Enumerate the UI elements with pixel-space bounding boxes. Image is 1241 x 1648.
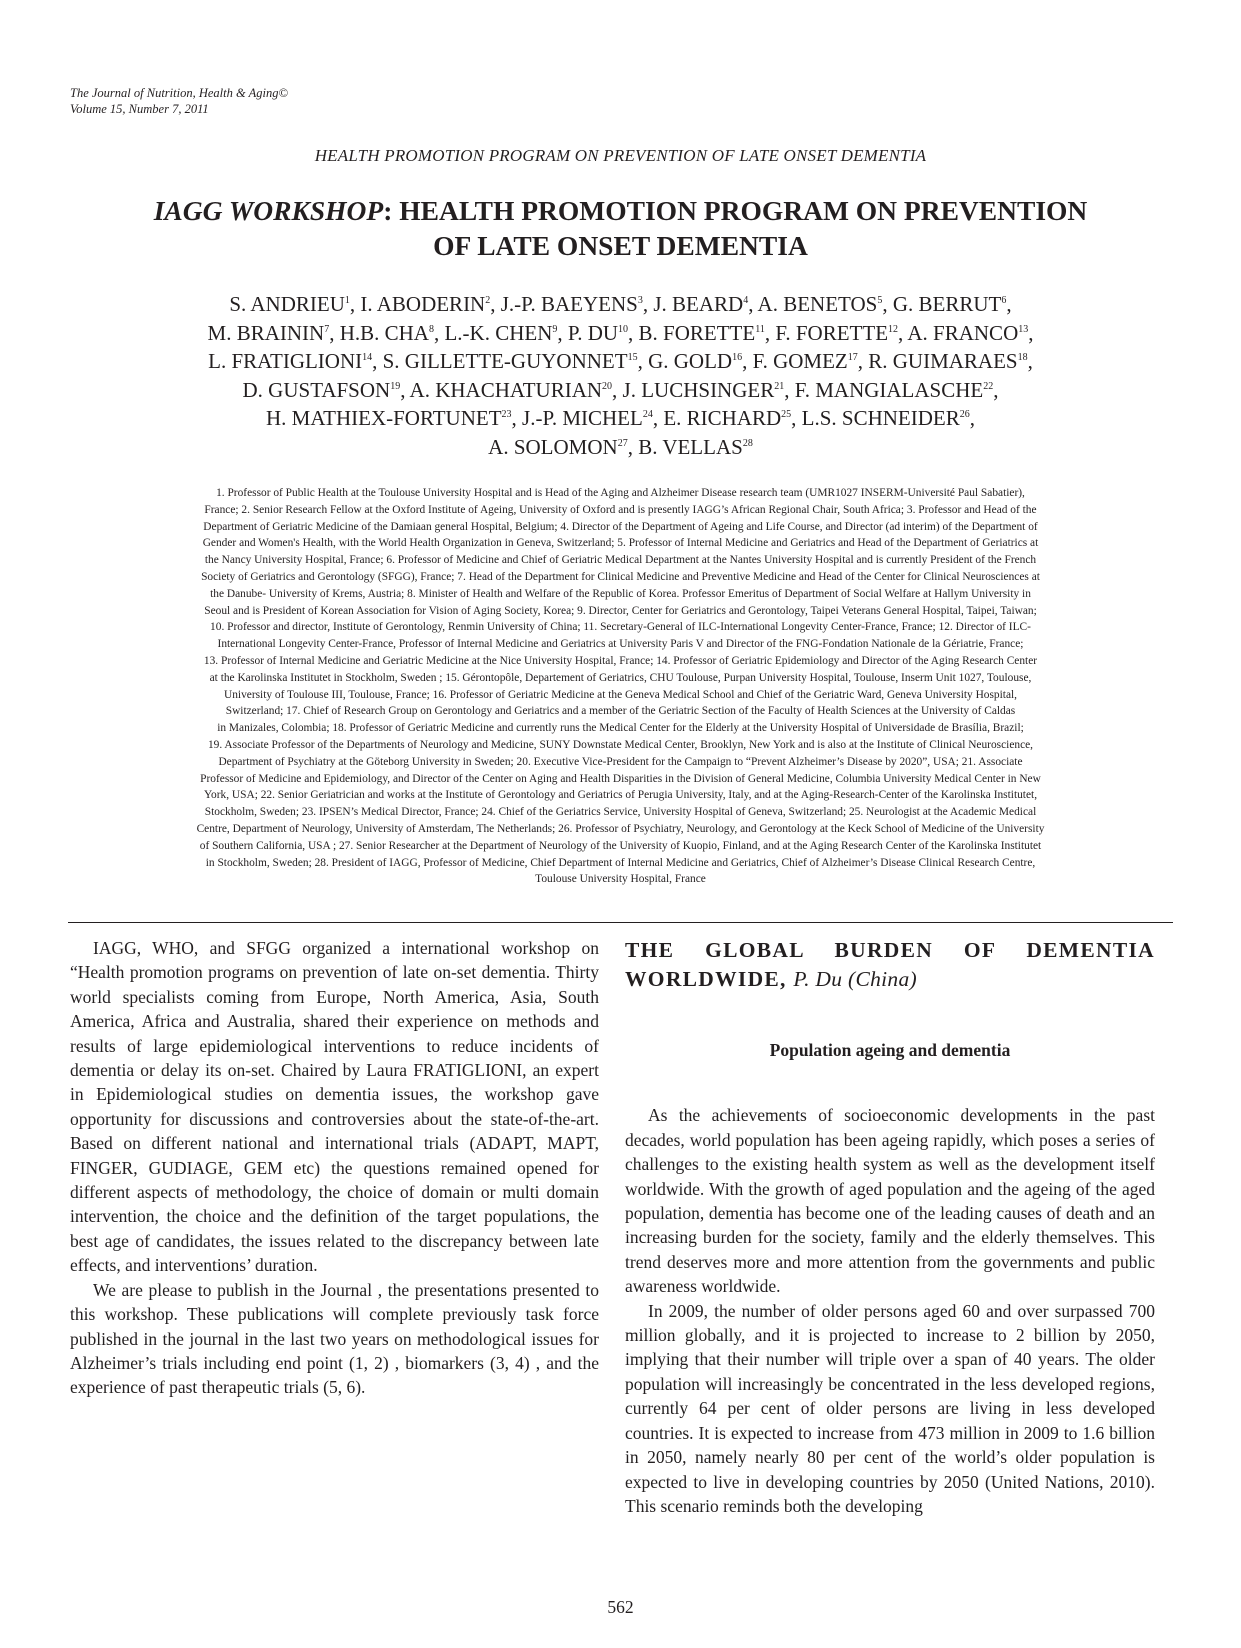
author-list [70, 290, 1171, 461]
affiliation-line: the Nancy University Hospital, France; 6. Professor of Medicine and Chief of Geriatric Medical Department at the Nantes University Hospital and is currently President of the French [204, 554, 1037, 567]
author-name: A. FRANCO [907, 320, 1019, 345]
right-column [625, 936, 1155, 1518]
author-name: H.B. CHA [339, 320, 429, 345]
affiliation-line: Centre, Department of Neurology, University of Amsterdam, The Netherlands; 26. Professor of Psychiatry, Neurology, and Gerontology at the Keck School of Medicine of the University [196, 822, 1045, 835]
affiliation-line: Gender and Women's Health, with the World Health Organization in Geneva, Switzerland; 5. Professor of Internal Medicine and Geriatrics and Head of the Department of Geriatrics at [202, 537, 1039, 550]
affiliation-line: University of Toulouse III, Toulouse, France; 16. Professor of Geriatric Medicine at the Geneva Medical School and Chief of the Geriatric Ward, Geneva University Hospital, [223, 688, 1018, 701]
affiliation-marker: 9 [552, 323, 558, 335]
affiliation-marker: 2 [485, 295, 491, 306]
body-paragraph: We are please to publish in the Journal , the presentations presented to this workshop. These publications will complete previously task force published in the journal in the last two years on methodological issues for Alzheimer’s trials including end point (1, 2) , biomarkers (3, 4) , and the experience of past therapeutic trials (5, 6). [70, 1279, 599, 1398]
affiliation-line: France; 2. Senior Research Fellow at the Oxford Institute of Ageing, University of Oxford and is presently IAGG’s African Regional Chair, South Africa; 3. Professor and Head of the [204, 503, 1037, 516]
left-column [70, 936, 599, 1400]
affiliation-marker: 7 [324, 323, 330, 335]
affiliation-line: in Stockholm, Sweden; 28. President of IAGG, Professor of Medicine, Chief Department of Internal Medicine and Geriatrics, Chief of Alzheimer’s Disease Clinical Research Centre, [205, 856, 1036, 869]
author-name: R. GUIMARAES [868, 349, 1018, 373]
affiliation-marker: 3 [637, 295, 643, 306]
affiliation-marker: 21 [774, 380, 785, 392]
affiliation-marker: 23 [501, 409, 512, 420]
author-name: B. VELLAS [638, 434, 743, 459]
affiliation-marker: 20 [602, 380, 613, 392]
affiliation-line: of Southern California, USA ; 27. Senior Researcher at the Department of Neurology of the University of Kuopio, Finland, and at the Aging Research Center of the Karolinska Institutet [199, 839, 1042, 852]
affiliation-marker: 12 [888, 323, 899, 335]
author-line: M. BRAININ$^7$, H.B. CHA$^8$, L.-K. CHEN$^9$, P. DU$^{10}$, B. FORETTE$^{11}$, F. FORETTE$^{12}$, A. FRANCO$^{13}$, [207, 320, 1034, 345]
author-name: L.-K. CHEN [444, 320, 553, 345]
affiliation-marker: 8 [428, 323, 434, 335]
author-name: G. GOLD [648, 349, 733, 373]
author-name: A. BENETOS [757, 292, 878, 316]
affiliation-marker: 24 [642, 409, 653, 420]
affiliation-line: in Manizales, Colombia; 18. Professor of Geriatric Medicine and currently runs the Medical Center for the Elderly at the University Hospital of Universidade de Brasília, Brazil; [217, 722, 1024, 735]
author-name: E. RICHARD [663, 406, 782, 430]
author-name: P. DU [567, 320, 619, 345]
affiliation-line: Stockholm, Sweden; 23. IPSEN’s Medical Director, France; 24. Chief of the Geriatrics Service, University Hospital of Geneva, Switzerland; 25. Neurologist at the Academic Medical [204, 806, 1037, 819]
author-name: B. FORETTE [638, 320, 756, 345]
affiliation-line: Toulouse University Hospital, France [535, 873, 706, 886]
affiliation-marker: 11 [755, 323, 765, 335]
author-name: M. BRAININ [207, 320, 325, 345]
affiliation-marker: 15 [627, 352, 638, 363]
author-name: J. LUCHSINGER [622, 377, 775, 402]
affiliation-marker: 25 [781, 409, 792, 420]
affiliation-marker: 18 [1017, 352, 1028, 363]
subsection-title: Population ageing and dementia [769, 1040, 1011, 1060]
author-name: A. SOLOMON [488, 434, 618, 459]
affiliation-line: Society of Geriatrics and Gerontology (SFGG), France; 7. Head of the Department for Clinical Medicine and Preventive Medicine and Head of the Center for Clinical Neurosciences at [201, 570, 1040, 583]
affiliation-marker: 22 [983, 380, 994, 392]
affiliation-line: Seoul and is President of Korean Association for Vision of Aging Society, Korea; 9. Director, Center for Geriatrics and Gerontology, Taipei Veterans General Hospital, Taipei, Taiwan; [204, 604, 1037, 617]
author-name: F. GOMEZ [752, 349, 848, 373]
affiliation-line: Department of Psychiatry at the Göteborg University in Sweden; 20. Executive Vice-President for the Campaign to “Prevent Alzheimer’s Disease by 2020”, USA; 21. Associate [218, 755, 1023, 768]
affiliation-marker: 1 [344, 295, 350, 306]
author-name: I. ABODERIN [360, 292, 486, 316]
title-line-2: OF LATE ONSET DEMENTIA [433, 230, 808, 261]
author-line: D. GUSTAFSON$^{19}$, A. KHACHATURIAN$^{20}$, J. LUCHSINGER$^{21}$, F. MANGIALASCHE$^{22}$, [242, 377, 999, 402]
author-line: S. ANDRIEU$^1$, I. ABODERIN$^2$, J.-P. BAEYENS$^3$, J. BEARD$^4$, A. BENETOS$^5$, G. BERRUT$^6$, [229, 292, 1012, 316]
author-name: F. FORETTE [775, 320, 889, 345]
author-name: J. BEARD [653, 292, 744, 316]
affiliation-line: International Longevity Center-France, Professor of Internal Medicine and Geriatrics at University Paris V and Director of the FNG-Fondation Nationale de la Gériatrie, France; [217, 638, 1024, 651]
section-title-text: THE GLOBAL BURDEN OF DEMENTIA WORLDWIDE, [625, 938, 1155, 991]
affiliation-line: Department of Geriatric Medicine of the Damiaan general Hospital, Belgium; 4. Director of the Department of Ageing and Life Course, and Director (ad interim) of the Department of [203, 520, 1038, 533]
author-name: F. MANGIALASCHE [794, 377, 984, 402]
author-name: J.-P. BAEYENS [500, 292, 638, 316]
affiliation-marker: 14 [362, 352, 373, 363]
author-line: H. MATHIEX-FORTUNET$^{23}$, J.-P. MICHEL$^{24}$, E. RICHARD$^{25}$, L.S. SCHNEIDER$^{26}$, [265, 406, 976, 430]
affiliation-marker: 26 [959, 409, 970, 420]
author-name: J.-P. MICHEL [522, 406, 643, 430]
affiliation-line: Professor of Medicine and Epidemiology, and Director of the Center on Aging and Health Disparities in the Division of General Medicine, Columbia University Medical Center in New [200, 772, 1041, 785]
body-paragraph: In 2009, the number of older persons aged 60 and over surpassed 700 million globally, and it is projected to increase to 2 billion by 2050, implying that their number will triple over a span of 40 years. The older population will increasingly be concentrated in the less developed regions, currently 64 per cent of older persons are living in less developed countries. It is expected to increase from 473 million in 2009 to 1.6 billion in 2050, namely nearly 80 per cent of the world’s older population is expected to live in developing countries by 2050 (United Nations, 2010). This scenario reminds both the developing [625, 1300, 1155, 1516]
affiliation-line: 10. Professor and director, Institute of Gerontology, Renmin University of China; 11. Secretary-General of ILC-International Longevity Center-France, France; 12. Director of ILC- [210, 621, 1031, 634]
affiliation-line: 19. Associate Professor of the Departments of Neurology and Medicine, SUNY Downstate Medical Center, Brooklyn, New York and is also at the Institute of Clinical Neuroscience, [207, 738, 1034, 751]
author-line: L. FRATIGLIONI$^{14}$, S. GILLETTE-GUYONNET$^{15}$, G. GOLD$^{16}$, F. GOMEZ$^{17}$, R. GUIMARAES$^{18}$, [208, 349, 1033, 373]
author-name: S. ANDRIEU [229, 292, 345, 316]
journal-volume: Volume 15, Number 7, 2011 [70, 102, 209, 116]
section-divider [68, 922, 1173, 923]
author-name: H. MATHIEX-FORTUNET [265, 406, 502, 430]
affiliation-marker: 5 [877, 295, 883, 306]
author-name: D. GUSTAFSON [242, 377, 391, 402]
title-line-1-rest: : HEALTH PROMOTION PROGRAM ON PREVENTION [383, 195, 1088, 226]
article-title [70, 193, 1171, 263]
affiliation-marker: 6 [1001, 295, 1007, 306]
affiliation-marker: 16 [732, 352, 743, 363]
author-name: L. FRATIGLIONI [208, 349, 363, 373]
affiliation-line: at the Karolinska Institutet in Stockholm, Sweden ; 15. Gérontopôle, Departement of Geriatrics, CHU Toulouse, Purpan University Hospital, Toulouse, Inserm Unit 1027, Toulouse, [209, 671, 1032, 684]
affiliation-marker: 28 [742, 437, 753, 449]
title-italic-part: IAGG WORKSHOP [153, 195, 384, 226]
author-name: G. BERRUT [892, 292, 1002, 316]
author-name: A. KHACHATURIAN [409, 377, 603, 402]
affiliation-line: the Danube- University of Krems, Austria; 8. Minister of Health and Welfare of the Republic of Korea. Professor Emeritus of Department of Social Welfare at Hallym University in [210, 587, 1031, 600]
title-line-1 [70, 193, 1171, 228]
page-number: 562 [607, 1597, 634, 1617]
author-name: S. GILLETTE-GUYONNET [382, 349, 628, 373]
affiliation-marker: 17 [847, 352, 858, 363]
section-title [625, 936, 1155, 994]
affiliation-line: York, USA; 22. Senior Geriatrician and works at the Institute of Gerontology and Geriatrics of Perugia University, Italy, and at the Aging-Research-Center of the Karolinska Institutet, [203, 789, 1038, 802]
affiliation-marker: 27 [617, 437, 628, 449]
running-head: HEALTH PROMOTION PROGRAM ON PREVENTION OF LATE ONSET DEMENTIA [314, 146, 927, 165]
affiliation-line: Switzerland; 17. Chief of Research Group on Gerontology and Geriatrics and a member of the Geriatric Section of the Faculty of Health Sciences at the University of Caldas [225, 705, 1016, 718]
affiliation-line: 13. Professor of Internal Medicine and Geriatric Medicine at the Nice University Hospital, France; 14. Professor of Geriatric Epidemiology and Director of the Aging Research Center [203, 654, 1038, 667]
affiliation-marker: 4 [743, 295, 749, 306]
affiliation-marker: 13 [1018, 323, 1029, 335]
body-paragraph: IAGG, WHO, and SFGG organized a international workshop on “Health promotion programs on prevention of late on-set dementia. Thirty world specialists coming from Europe, North America, Asia, South America, Africa and Australia, shared their experience on methods and results of large epidemiological interventions to reduce incidents of dementia or delay its on-set. Chaired by Laura FRATIGLIONI, an expert in Epidemiological studies on dementia issues, the workshop gave opportunity for discussions and controversies about the state-of-the-art. Based on different national and international trials (ADAPT, MAPT, FINGER, GUDIAGE, GEM etc) the questions remained opened for different aspects of methodology, the choice of domain or multi domain intervention, the choice and the definition of the target populations, the best age of candidates, the issues related to the discrepancy between late effects, and interventions’ duration. [70, 938, 599, 1276]
author-name: L.S. SCHNEIDER [801, 406, 960, 430]
affiliation-marker: 10 [618, 323, 629, 335]
journal-header [70, 85, 288, 117]
journal-name: The Journal of Nutrition, Health & Aging© [70, 86, 288, 100]
affiliation-marker: 19 [390, 380, 401, 392]
author-line: A. SOLOMON$^{27}$, B. VELLAS$^{28}$ [488, 434, 753, 459]
affiliation-line: 1. Professor of Public Health at the Toulouse University Hospital and is Head of the Aging and Alzheimer Disease research team (UMR1027 INSERM-Université Paul Sabatier), [216, 487, 1025, 499]
body-paragraph: As the achievements of socioeconomic developments in the past decades, world population has been ageing rapidly, which poses a series of challenges to the existing health system as well as the development itself worldwide. With the growth of aged population and the ageing of the aged population, dementia has become one of the leading causes of death and an increasing burden for the society, family and the elderly themselves. This trend deserves more and more attention from the governments and public awareness worldwide. [625, 1105, 1155, 1297]
section-author: P. Du (China) [793, 967, 917, 991]
affiliations [75, 485, 1166, 888]
right-column-body [625, 1103, 1155, 1518]
